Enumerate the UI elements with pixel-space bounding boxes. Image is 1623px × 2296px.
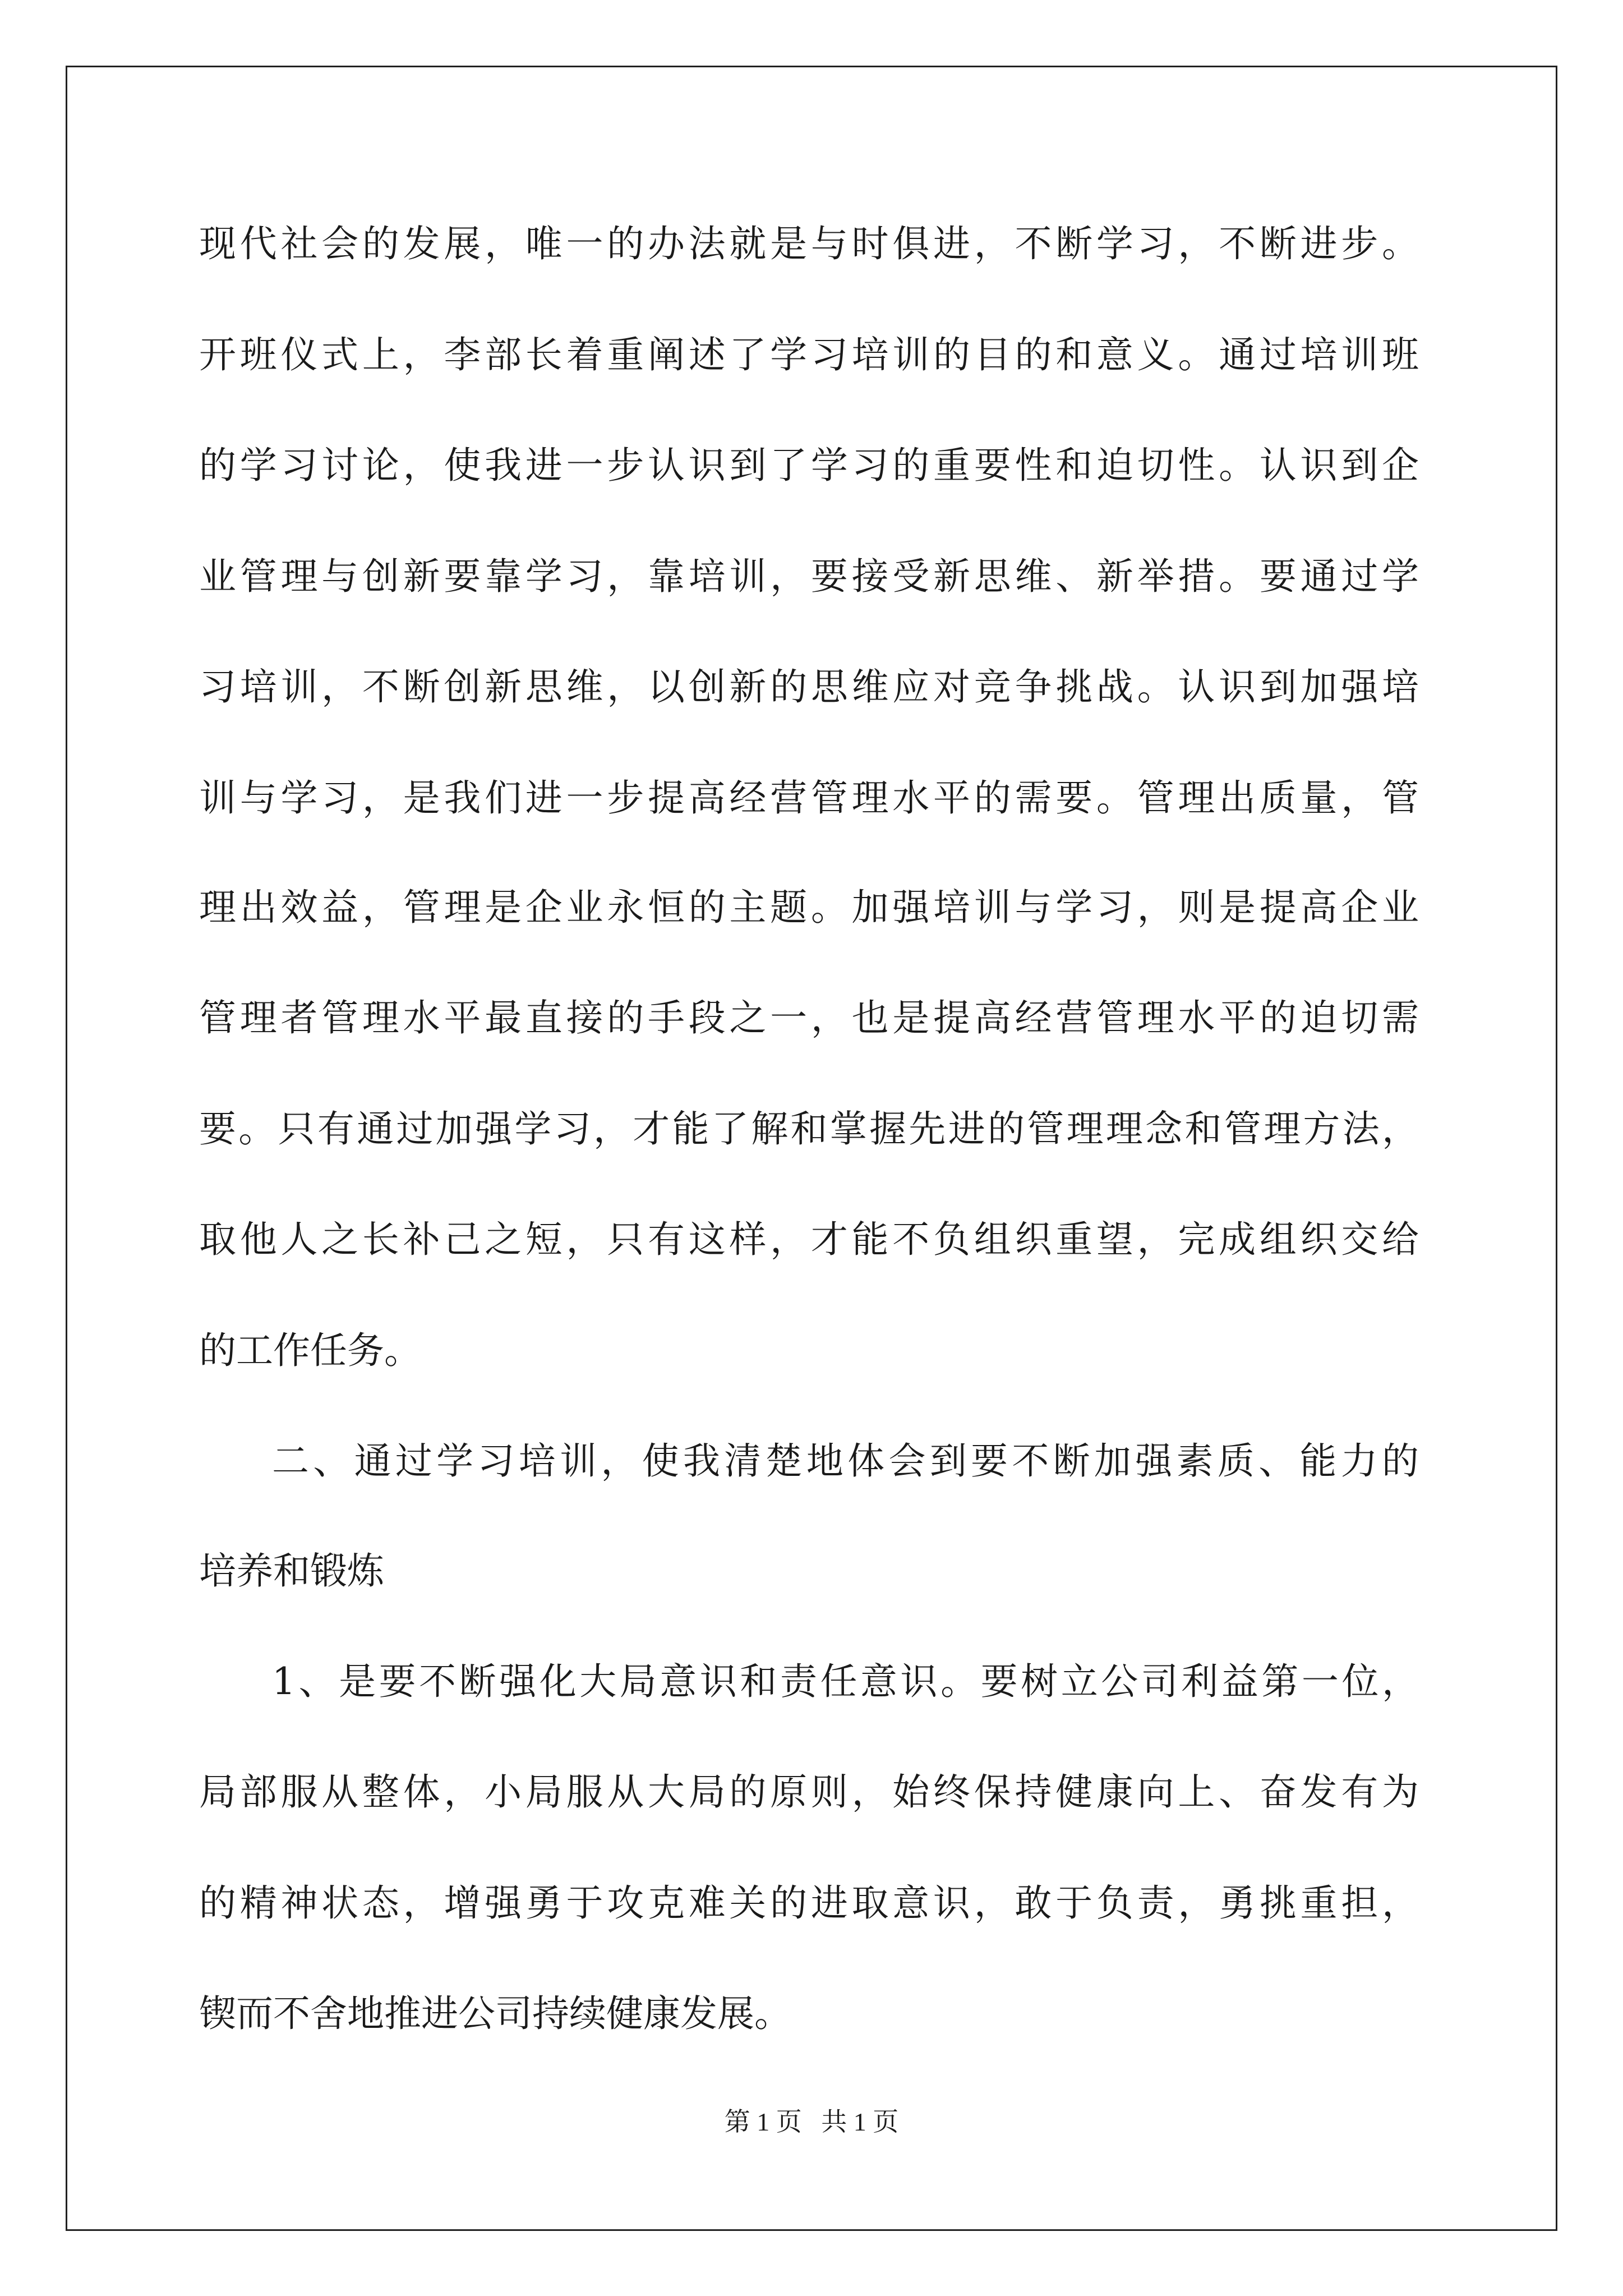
page-number: 第 1 页 共 1 页	[724, 2108, 899, 2136]
body-line: 的精神状态，增强勇于攻克难关的进取意识，敢于负责，勇挑重担，	[199, 1881, 1419, 1925]
body-line: 开班仪式上，李部长着重阐述了学习培训的目的和意义。通过培训班	[199, 333, 1419, 376]
body-line: 锲而不舍地推进公司持续健康发展。	[199, 1992, 791, 2035]
list-item-first-line: 1、是要不断强化大局意识和责任意识。要树立公司利益第一位，	[272, 1660, 1419, 1703]
body-line: 的学习讨论，使我进一步认识到了学习的重要性和迫切性。认识到企	[199, 444, 1419, 487]
body-line: 取他人之长补己之短，只有这样，才能不负组织重望，完成组织交给	[199, 1218, 1419, 1261]
body-line: 管理者管理水平最直接的手段之一，也是提高经营管理水平的迫切需	[199, 996, 1419, 1039]
body-line: 局部服从整体，小局服从大局的原则，始终保持健康向上、奋发有为	[199, 1770, 1419, 1814]
body-line: 理出效益，管理是企业永恒的主题。加强培训与学习，则是提高企业	[199, 886, 1419, 929]
body-line: 习培训，不断创新思维，以创新的思维应对竞争挑战。认识到加强培	[199, 665, 1419, 708]
body-line: 的工作任务。	[199, 1329, 421, 1372]
body-line: 要。只有通过加强学习，才能了解和掌握先进的管理理念和管理方法，	[199, 1107, 1419, 1151]
section-heading-continued: 培养和锻炼	[199, 1549, 384, 1593]
body-line: 业管理与创新要靠学习，靠培训，要接受新思维、新举措。要通过学	[199, 555, 1419, 598]
section-heading: 二、通过学习培训，使我清楚地体会到要不断加强素质、能力的	[272, 1439, 1419, 1483]
body-line: 现代社会的发展，唯一的办法就是与时俱进，不断学习，不断进步。	[199, 222, 1419, 265]
body-line: 训与学习，是我们进一步提高经营管理水平的需要。管理出质量，管	[199, 776, 1419, 820]
